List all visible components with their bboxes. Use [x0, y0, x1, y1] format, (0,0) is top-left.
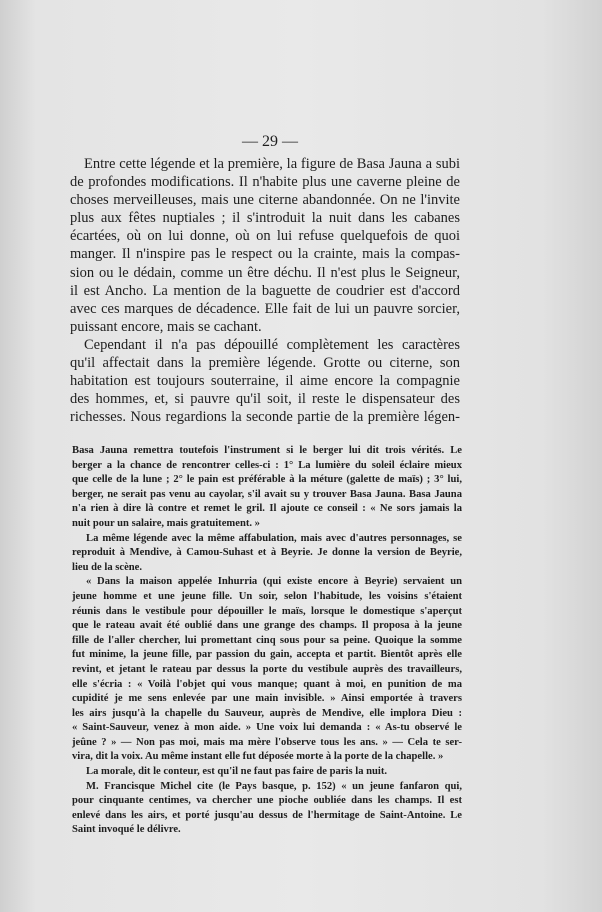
text-line: Saint invoqué le délivre. [72, 824, 181, 836]
text-line: elle s'écria : « Voilà l'objet qui vous manque; quant à moi, en punition de ma [72, 678, 462, 690]
text-line: jeûne ? » — Non pas moi, mais ma mère l'observe tous les ans. » — Cela te ser- [72, 736, 462, 748]
text-line: richesses. Nous regardions la seconde partie de la première légen- [70, 409, 460, 426]
text-line: de profondes modifications. Il n'habite plus une caverne pleine de [70, 174, 460, 191]
text-line: habitation est toujours souterraine, il aime encore la compagnie [70, 373, 460, 390]
text-line: La même légende avec la même affabulation, mais avec d'autres personnages, se [86, 532, 462, 544]
footnote-text [72, 444, 462, 838]
main-text [70, 155, 460, 426]
text-line: jeune homme et une jeune fille. Un soir, selon l'habitude, les voisins s'étaient [72, 590, 462, 602]
text-line: reproduit à Mendive, à Camou-Suhast et à Beyrie. Je donne la version de Beyrie, [72, 547, 462, 559]
text-line: fille de l'aller chercher, lui promettant cinq sous pour sa peine. Quoique la somme [72, 634, 462, 646]
text-line: plus aux fêtes nuptiales ; il s'introduit la nuit dans les cabanes [70, 210, 460, 227]
text-line: revint, et jetant le rateau par dessus la porte du vestibule auprès des travailleurs, [72, 663, 462, 675]
text-line: cupidité je me sens enlevée par une main invisible. » Ainsi emportée à travers [72, 693, 462, 705]
text-line: berger, ne serait pas venu au cayolar, s'il avait su y trouver Basa Jauna. Basa Jauna [72, 488, 462, 500]
text-line: avec ces marques de décadence. Elle fait de lui un pauvre sorcier, [70, 300, 460, 317]
text-line: enlevé dans les airs, et porté jusqu'au dessus de l'hermitage de Saint-Antoine. Le [72, 809, 462, 821]
text-line: « Saint-Sauveur, venez à mon aide. » Une voix lui demanda : « As-tu observé le [72, 722, 462, 734]
text-line: les airs jusqu'à la chapelle du Sauveur, auprès de Mendive, elle implora Dieu : [72, 707, 462, 719]
text-line: lieu de la scène. [72, 561, 143, 573]
text-line: Entre cette légende et la première, la figure de Basa Jauna a subi [84, 156, 460, 172]
page-number: — 29 — [242, 133, 298, 150]
text-line: que le rateau avait été oublié dans une grange des champs. Il proposa à la jeune [72, 620, 462, 632]
text-line: Cependant il n'a pas dépouillé complètement les caractères [84, 336, 460, 353]
text-line: puissant encore, mais se cachant. [70, 318, 262, 335]
text-line: fut minime, la jeune fille, par passion du gain, accepta et partit. Bientôt après elle [72, 649, 462, 661]
text-line: que celle de la lune ; 2° le pain est préférable à la méture (galette de maïs) ; 3° lui, [72, 474, 462, 486]
text-line: qu'il affectait dans la première légende. Grotte ou citerne, son [70, 355, 460, 372]
text-line: La morale, dit le conteur, est qu'il ne faut pas faire de paris la nuit. [86, 766, 388, 778]
text-line: « Dans la maison appelée Inhurria (qui existe encore à Beyrie) servaient un [86, 576, 462, 588]
text-line: manger. Il n'inspire pas le respect ou la crainte, mais la compas- [70, 246, 460, 263]
text-line: des hommes, et, si pauvre qu'il soit, il reste le dispensateur des [70, 391, 460, 408]
text-line: berger a la chance de rencontrer celles-ci : 1° La lumière du soleil éclaire mieux [72, 459, 462, 471]
text-line: choses merveilleuses, mais une citerne abandonnée. On ne l'invite [70, 192, 460, 209]
text-line: n'a rien à dire là contre et remet le gril. Il ajoute ce conseil : « Ne sors jamais la [72, 503, 462, 515]
text-line: écartées, où on lui donne, où on lui refuse quelquefois de quoi [70, 228, 460, 245]
text-line: nuit pour un salaire, mais gratuitement. » [72, 517, 260, 529]
text-line: vira, dit la voix. Au même instant elle fut déposée morte à la porte de la chapelle. » [72, 751, 444, 763]
text-line: sion ou le dédain, comme un être déchu. Il n'est plus le Seigneur, [70, 264, 460, 281]
text-line: pour cinquante centimes, va chercher une pioche oubliée dans les champs. Il est [72, 795, 462, 807]
text-line: il est Ancho. La mention de la baguette de coudrier est d'accord [70, 282, 460, 299]
text-line: réunis dans le vestibule pour dépouiller le maïs, lorsque le domestique s'aperçut [72, 605, 462, 617]
text-line: M. Francisque Michel cite (le Pays basque, p. 152) « un jeune fanfaron qui, [86, 780, 462, 792]
text-line: Basa Jauna remettra toutefois l'instrument si le berger lui dit trois vérités. Le [72, 445, 462, 456]
